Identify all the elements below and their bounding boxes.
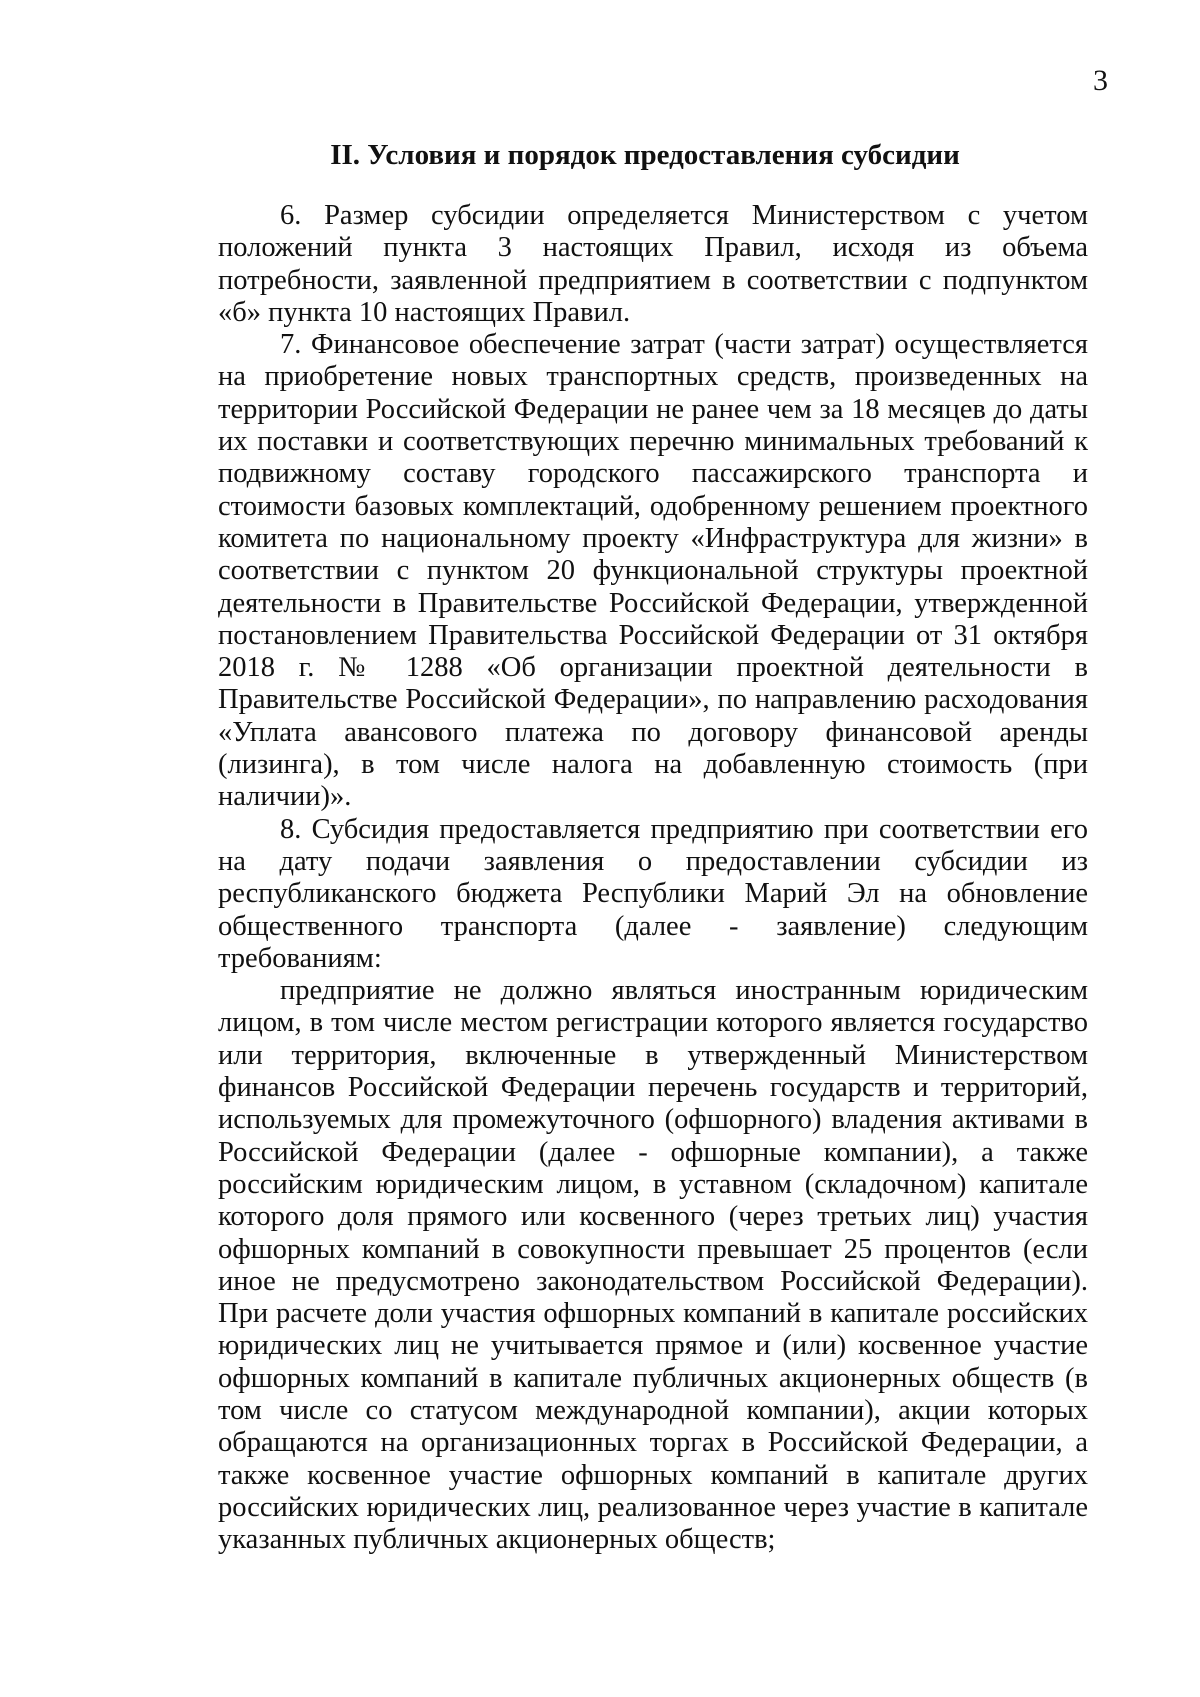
section-heading: II. Условия и порядок предоставления субсидии (330, 139, 960, 171)
document-body (218, 200, 1088, 1556)
page-number: 3 (1093, 64, 1108, 97)
paragraph-6: 6. Размер субсидии определяется Министерством с учетом положений пункта 3 настоящих Правил, исходя из объема потребности, заявленной предприятием в соответствии с подпунктом «б» пункта 10 настоящих Правил. (218, 200, 1088, 328)
paragraph-requirement-offshore: предприятие не должно являться иностранным юридическим лицом, в том числе местом регистрации которого является государство или территория, включенные в утвержденный Министерством финансов Российской Федерации перечень государств и территорий, используемых для промежуточного (офшорного) владения активами в Российской Федерации (далее - офшорные компании), а также российским юридическим лицом, в уставном (складочном) капитале которого доля прямого или косвенного (через третьих лиц) участия офшорных компаний в совокупности превышает 25 процентов (если иное не предусмотрено законодательством Российской Федерации). При расчете доли участия офшорных компаний в капитале российских юридических лиц не учитывается прямое и (или) косвенное участие офшорных компаний в капитале публичных акционерных обществ (в том числе со статусом международной компании), акции которых обращаются на организационных торгах в Российской Федерации, а также косвенное участие офшорных компаний в капитале других российских юридических лиц, реализованное через участие в капитале указанных публичных акционерных обществ; (218, 975, 1088, 1556)
paragraph-8: 8. Субсидия предоставляется предприятию при соответствии его на дату подачи заявления о предоставлении субсидии из республиканского бюджета Республики Марий Эл на обновление общественного транспорта (далее - заявление) следующим требованиям: (218, 813, 1088, 974)
paragraph-7: 7. Финансовое обеспечение затрат (части затрат) осуществляется на приобретение новых транспортных средств, произведенных на территории Российской Федерации не ранее чем за 18 месяцев до даты их поставки и соответствующих перечню минимальных требований к подвижному составу городского пассажирского транспорта и стоимости базовых комплектаций, одобренному решением проектного комитета по национальному проекту «Инфраструктура для жизни» в соответствии с пунктом 20 функциональной структуры проектной деятельности в Правительстве Российской Федерации, утвержденной постановлением Правительства Российской Федерации от 31 октября 2018 г. № 1288 «Об организации проектной деятельности в Правительстве Российской Федерации», по направлению расходования «Уплата авансового платежа по договору финансовой аренды (лизинга), в том числе налога на добавленную стоимость (при наличии)». (218, 329, 1088, 813)
